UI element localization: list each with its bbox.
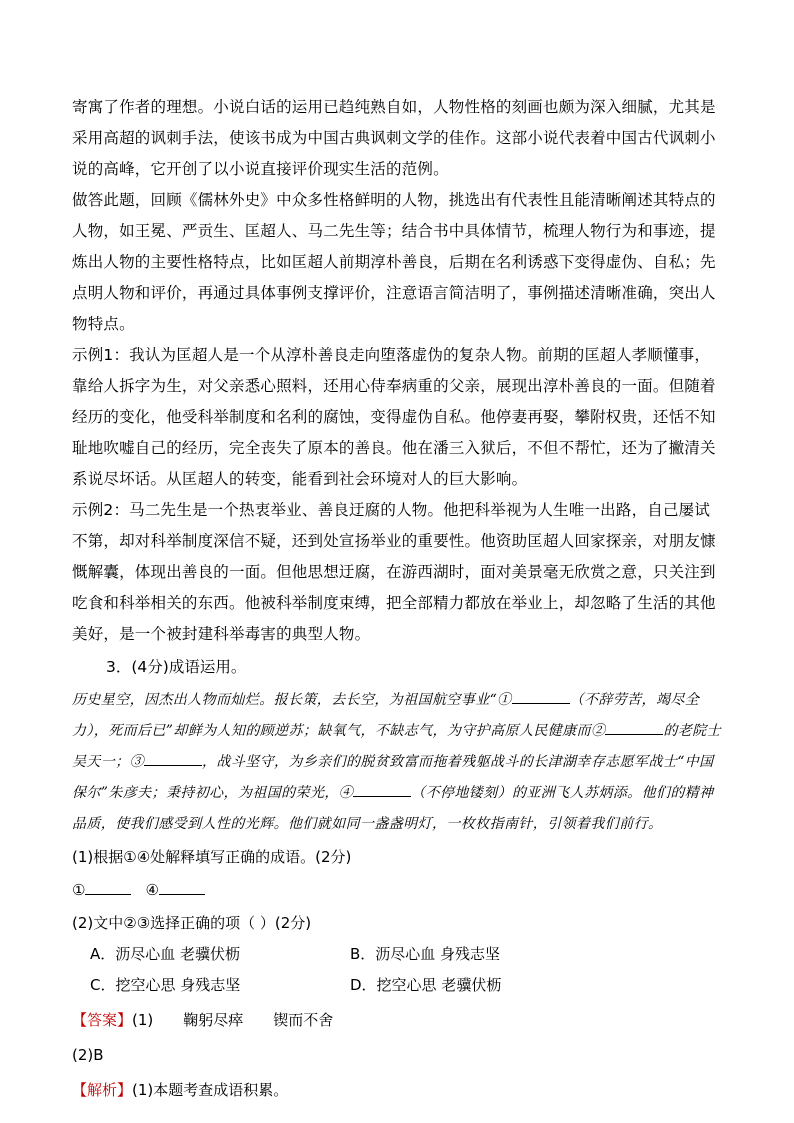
document-page xyxy=(72,92,722,1106)
analysis-line xyxy=(72,1075,722,1106)
answer-line-2: (2)B xyxy=(72,1046,104,1064)
option-d: D．挖空心思 老骥伏枥 xyxy=(350,976,502,994)
passage-part-2: （不辞劳苦，竭尽全力），死而后已”却鲜为人知的顾逆苏；缺氧气，不缺志气，为守护高原人民健康而 xyxy=(72,692,700,739)
answer-1-a: 鞠躬尽瘁 xyxy=(183,1011,244,1029)
passage-part-3: 的老院士吴天一； xyxy=(72,723,721,770)
question-3-title: 3．(4分)成语运用。 xyxy=(106,658,247,676)
marker-2: ② xyxy=(590,723,606,739)
paragraph-intro-end: 寄寓了作者的理想。小说白话的运用已趋纯熟自如，人物性格的刻画也颇为深入细腻，尤其是采用高超的讽刺手法，使该书成为中国古典讽刺文学的佳作。这部小说代表着中国古代讽刺小说的高峰，它开创了以小说直接评价现实生活的范例。 xyxy=(72,98,716,178)
options-row-1 xyxy=(72,939,722,970)
options-row-2 xyxy=(72,970,722,1001)
option-c: C．挖空心思 身残志坚 xyxy=(90,976,241,994)
marker-1: ① xyxy=(497,692,512,708)
analysis-text: (1)本题考查成语积累。 xyxy=(132,1081,289,1099)
blank-2 xyxy=(605,720,663,735)
blank-3 xyxy=(144,751,202,766)
option-b: B．沥尽心血 身残志坚 xyxy=(350,945,501,963)
passage-part-5: （不停地镂刻）的亚洲飞人苏炳添。他们的精神品质，使我们感受到人性的光辉。他们就如同一盏盏明灯，一枚枚指南针，引领着我们前行。 xyxy=(72,785,714,832)
option-a: A．沥尽心血 老骥伏枥 xyxy=(90,945,241,963)
answer-1-prefix: (1) xyxy=(132,1011,154,1029)
passage-part-4: ，战斗坚守，为乡亲们的脱贫致富而拖着残躯战斗的长津湖幸存志愿军战士“中国保尔”朱彦夫；秉持初心，为祖国的荣光， xyxy=(72,754,714,801)
answer-1-b: 锲而不舍 xyxy=(273,1011,334,1029)
answer-mark-1: ① xyxy=(72,881,86,899)
answer-blank-4 xyxy=(159,880,205,895)
answer-mark-4: ④ xyxy=(145,881,159,899)
answer-tag: 【答案】 xyxy=(72,1011,133,1029)
analysis-tag: 【解析】 xyxy=(72,1081,133,1099)
sub-question-2: (2)文中②③选择正确的项（ ）(2分) xyxy=(72,914,312,932)
sub-question-1-blanks xyxy=(72,875,722,906)
sub-question-1: (1)根据①④处解释填写正确的成语。(2分) xyxy=(72,848,352,866)
marker-4: ④ xyxy=(338,785,354,801)
question-3-passage xyxy=(72,685,722,840)
answer-blank-1 xyxy=(85,880,131,895)
blank-4 xyxy=(353,782,411,797)
paragraph-example-1: 示例1：我认为匡超人是一个从淳朴善良走向堕落虚伪的复杂人物。前期的匡超人孝顺懂事，靠给人拆字为生，对父亲悉心照料，还用心侍奉病重的父亲，展现出淳朴善良的一面。但随着经历的变化，他受科举制度和名利的腐蚀，变得虚伪自私。他停妻再娶，攀附权贵，还恬不知耻地吹嘘自己的经历，完全丧失了原本的善良。他在潘三入狱后，不但不帮忙，还为了撇清关系说尽坏话。从匡超人的转变，能看到社会环境对人的巨大影响。 xyxy=(72,346,716,488)
answer-line-1 xyxy=(72,1005,722,1036)
paragraph-example-2: 示例2：马二先生是一个热衷举业、善良迂腐的人物。他把科举视为人生唯一出路，自己屡试不第，却对科举制度深信不疑，还到处宣扬举业的重要性。他资助匡超人回家探亲，对朋友慷慨解囊，体现出善良的一面。但他思想迂腐，在游西湖时，面对美景毫无欣赏之意，只关注到吃食和科举相关的东西。他被科举制度束缚，把全部精力都放在举业上，却忽略了生活的其他美好，是一个被封建科举毒害的典型人物。 xyxy=(72,501,716,643)
marker-3: ③ xyxy=(129,754,145,770)
blank-1 xyxy=(512,689,570,704)
paragraph-answer-method: 做答此题，回顾《儒林外史》中众多性格鲜明的人物，挑选出有代表性且能清晰阐述其特点的人物，如王冕、严贡生、匡超人、马二先生等；结合书中具体情节，梳理人物行为和事迹，提炼出人物的主要性格特点，比如匡超人前期淳朴善良，后期在名利诱惑下变得虚伪、自私；先点明人物和评价，再通过具体事例支撑评价，注意语言简洁明了，事例描述清晰准确，突出人物特点。 xyxy=(72,191,716,333)
passage-part-1: 历史星空，因杰出人物而灿烂。报长策，去长空，为祖国航空事业“ xyxy=(72,692,498,708)
